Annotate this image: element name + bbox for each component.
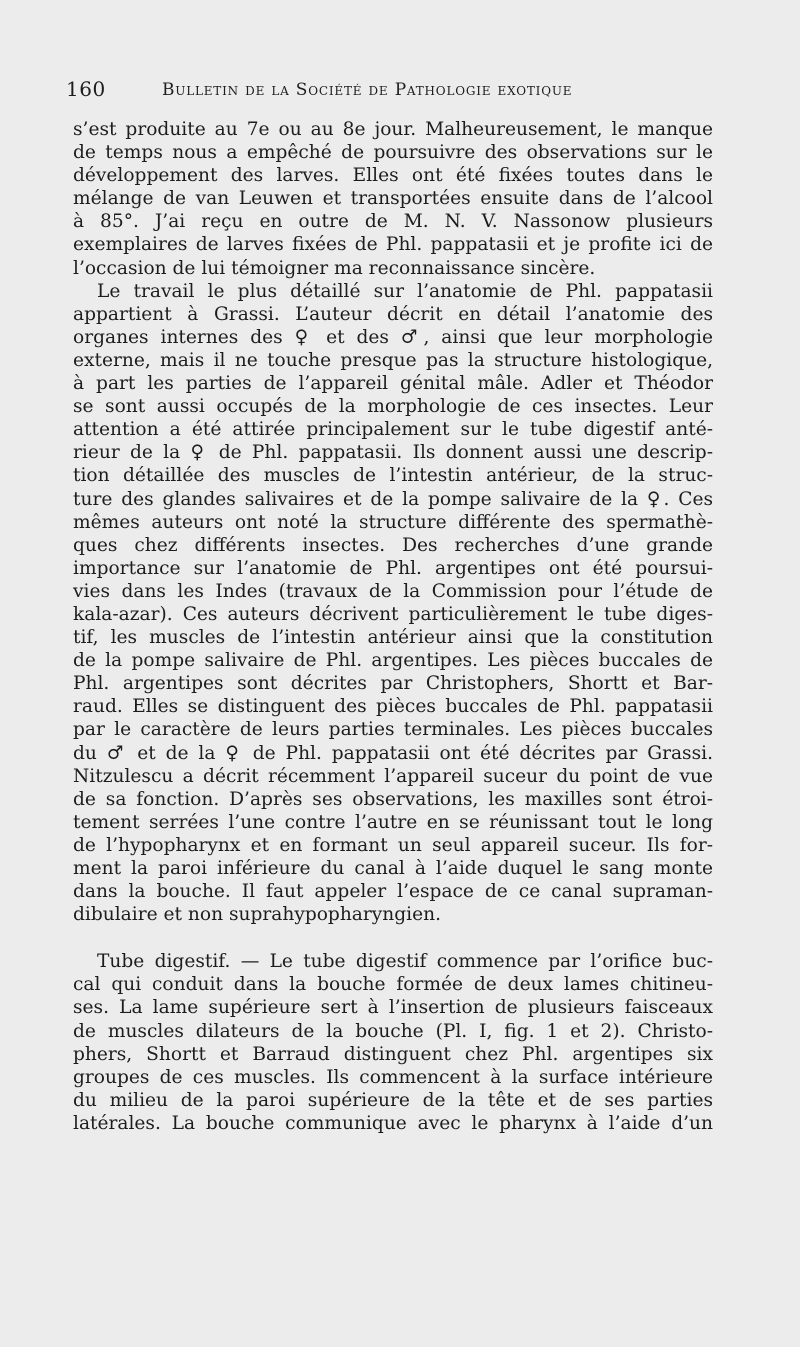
text-line: Phl. argentipes sont décrites par Christophers, Shortt et Bar- [73,673,713,695]
text-line: à part les parties de l’appareil génital mâle. Adler et Théodor [73,373,713,395]
text-line: tion détaillée des muscles de l’intestin antérieur, de la struc- [73,465,713,487]
text-line: appartient à Grassi. L’auteur décrit en détail l’anatomie des [73,303,713,325]
text-line: de l’hypopharynx et en formant un seul appareil suceur. Ils for- [73,834,713,856]
text-line: ture des glandes salivaires et de la pompe salivaire de la ♀. Ces [73,488,713,510]
text-line: importance sur l’anatomie de Phl. argentipes ont été poursui- [73,557,713,579]
text-line: Tube digestif. — Le tube digestif commence par l’orifice buc- [97,951,713,973]
paragraph-1 [73,118,713,280]
text-line: rieur de la ♀ de Phl. pappatasii. Ils donnent aussi une descrip- [73,442,713,464]
text-line: cal qui conduit dans la bouche formée de deux lames chitineu- [73,974,713,996]
text-line: dibulaire et non suprahypopharyngien. [73,904,441,926]
text-line: de la pompe salivaire de Phl. argentipes. Les pièces buccales de [73,650,713,672]
text-line: dans la bouche. Il faut appeler l’espace de ce canal supraman- [73,881,713,903]
section-gap [73,926,713,950]
text-line: de sa fonction. D’après ses observations, les maxilles sont étroi- [73,788,713,810]
running-header [66,77,626,101]
paragraph-2 [73,280,713,927]
text-line: l’occasion de lui témoigner ma reconnaissance sincère. [73,257,596,279]
text-line: latérales. La bouche communique avec le pharynx à l’aide d’un [73,1112,713,1134]
text-line: tement serrées l’une contre l’autre en se réunissant tout le long [73,811,713,833]
text-line: Nitzulescu a décrit récemment l’appareil suceur du point de vue [73,765,713,787]
paragraph-3 [73,950,713,1135]
text-line: groupes de ces muscles. Ils commencent à la surface intérieure [73,1066,713,1088]
text-line: kala-azar). Ces auteurs décrivent particulièrement le tube diges- [73,603,713,625]
text-line: externe, mais il ne touche presque pas la structure histologique, [73,349,713,371]
text-line: vies dans les Indes (travaux de la Commission pour l’étude de [73,580,713,602]
running-title: Bulletin de la Société de Pathologie exotique [162,80,573,100]
text-line: Le travail le plus détaillé sur l’anatomie de Phl. pappatasii [97,280,713,302]
text-line: organes internes des ♀ et des ♂, ainsi que leur morphologie [73,326,713,348]
text-line: s’est produite au 7e ou au 8e jour. Malheureusement, le manque [73,119,713,140]
text-line: se sont aussi occupés de la morphologie de ces insectes. Leur [73,396,713,418]
text-line: de muscles dilateurs de la bouche (Pl. I, fig. 1 et 2). Christo- [73,1020,713,1042]
text-line: ses. La lame supérieure sert à l’insertion de plusieurs faisceaux [73,997,713,1019]
text-line: tif, les muscles de l’intestin antérieur ainsi que la constitution [73,627,713,649]
text-line: par le caractère de leurs parties terminales. Les pièces buccales [73,719,713,741]
text-line: mêmes auteurs ont noté la structure différente des spermathè- [73,511,713,533]
text-line: du milieu de la paroi supérieure de la tête et de ses parties [73,1089,713,1111]
text-line: ment la paroi inférieure du canal à l’aide duquel le sang monte [73,858,713,879]
text-line: attention a été attirée principalement sur le tube digestif anté- [73,419,713,441]
body-text [73,118,713,1135]
text-line: phers, Shortt et Barraud distinguent chez Phl. argentipes six [73,1043,713,1065]
text-line: à 85°. J’ai reçu en outre de M. N. V. Nassonow plusieurs [73,211,713,233]
text-line: ques chez différents insectes. Des recherches d’une grande [73,534,713,556]
page-number: 160 [66,77,106,101]
text-line: développement des larves. Elles ont été fixées toutes dans le [73,165,713,187]
text-line: exemplaires de larves fixées de Phl. pappatasii et je profite ici de [73,234,713,256]
text-line: de temps nous a empêché de poursuivre des observations sur le [73,142,713,164]
text-line: raud. Elles se distinguent des pièces buccales de Phl. pappatasii [73,696,713,718]
text-line: du ♂ et de la ♀ de Phl. pappatasii ont été décrites par Grassi. [73,742,713,764]
text-line: mélange de van Leuwen et transportées ensuite dans de l’alcool [73,188,713,210]
